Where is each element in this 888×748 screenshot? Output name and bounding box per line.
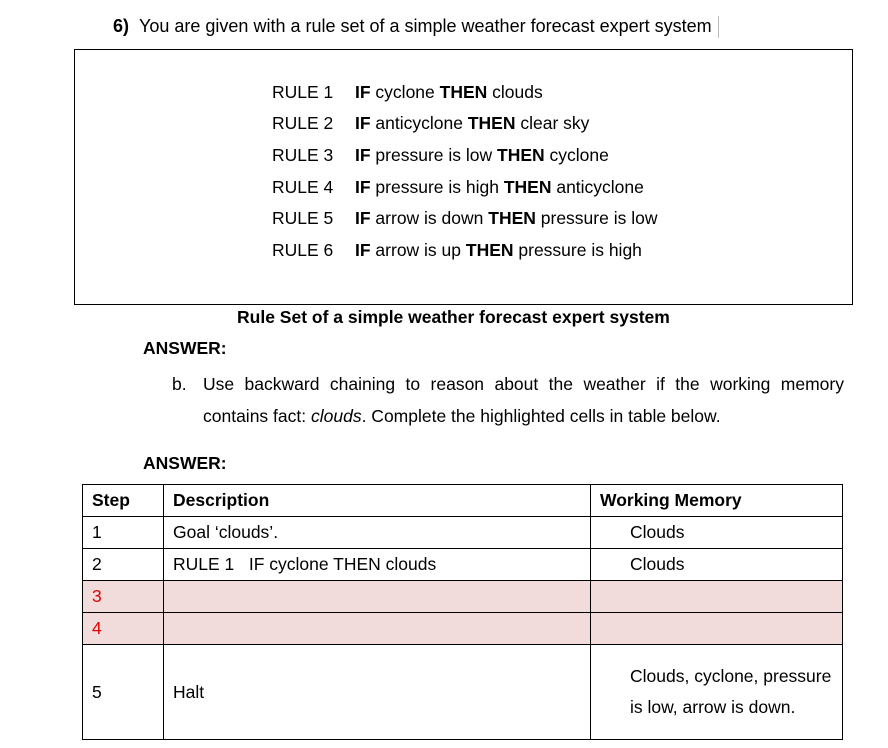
rule-label: RULE 5: [272, 208, 334, 228]
rule-set-box: [74, 49, 853, 305]
step-cell: 4: [83, 613, 164, 645]
memory-cell: Clouds: [591, 517, 843, 549]
rule-result: anticyclone: [551, 177, 644, 197]
then-keyword: THEN: [488, 208, 536, 228]
question-heading: [113, 16, 719, 38]
if-keyword: IF: [355, 145, 371, 165]
part-b-question: [172, 368, 844, 432]
rule-result: clouds: [487, 82, 543, 102]
rule-3: [272, 145, 609, 166]
header-description: Description: [164, 485, 591, 517]
header-working-memory: Working Memory: [591, 485, 843, 517]
question-text: You are given with a rule set of a simple weather forecast expert system: [139, 16, 712, 36]
then-keyword: THEN: [497, 145, 545, 165]
rule-6: [272, 240, 642, 261]
rule-condition: pressure is low: [370, 145, 497, 165]
then-keyword: THEN: [503, 177, 552, 197]
part-b-label: b.: [172, 374, 187, 394]
description-cell: RULE 1 IF cyclone THEN clouds: [164, 549, 591, 581]
table-row: [83, 549, 843, 581]
rule-result: pressure is low: [535, 208, 658, 228]
rule-label: RULE 1: [272, 82, 334, 102]
question-number: 6): [113, 16, 130, 36]
header-step: Step: [83, 485, 164, 517]
step-cell: 1: [83, 517, 164, 549]
rule-condition: arrow is down: [370, 208, 489, 228]
rule-result: clear sky: [515, 113, 590, 133]
rule-condition: anticyclone: [370, 113, 468, 133]
backward-chaining-table: [82, 484, 843, 740]
rule-condition: cyclone: [370, 82, 440, 102]
answer-label: ANSWER:: [143, 338, 227, 358]
memory-cell: Clouds, cyclone, pressure is low, arrow is down.: [591, 645, 843, 740]
table-row: [83, 645, 843, 740]
rule-label: RULE 6: [272, 240, 334, 260]
rule-condition: pressure is high: [370, 177, 504, 197]
rule-5: [272, 208, 657, 229]
memory-cell: Clouds: [591, 549, 843, 581]
if-keyword: IF: [355, 113, 371, 133]
table-header-row: [83, 485, 843, 517]
description-cell: Halt: [164, 645, 591, 740]
rule-condition: arrow is up: [370, 240, 466, 260]
part-b-text-before: Use backward chaining to reason about the weather if the working memory contains fact:: [203, 374, 844, 426]
rule-set-caption: Rule Set of a simple weather forecast expert system: [237, 307, 670, 327]
text-cursor: [718, 16, 719, 38]
rule-4: [272, 177, 644, 198]
highlighted-row: [83, 613, 843, 645]
if-keyword: IF: [355, 240, 371, 260]
rule-label: RULE 2: [272, 113, 334, 133]
fact-clouds: clouds: [310, 406, 362, 426]
rule-2: [272, 113, 589, 134]
description-input-cell[interactable]: [164, 613, 591, 645]
rule-label: RULE 4: [272, 177, 334, 197]
then-keyword: THEN: [467, 113, 516, 133]
description-cell: Goal ‘clouds’.: [164, 517, 591, 549]
part-b-text: [203, 368, 844, 432]
answer-label-2: ANSWER:: [143, 453, 227, 473]
rule-result: pressure is high: [513, 240, 642, 260]
table-row: [83, 517, 843, 549]
rule-label: RULE 3: [272, 145, 334, 165]
rule-1: [272, 82, 543, 103]
then-keyword: THEN: [439, 82, 488, 102]
part-b-text-after: . Complete the highlighted cells in table below.: [361, 406, 721, 426]
step-cell: 5: [83, 645, 164, 740]
if-keyword: IF: [355, 82, 371, 102]
memory-input-cell[interactable]: [591, 613, 843, 645]
memory-input-cell[interactable]: [591, 581, 843, 613]
if-keyword: IF: [355, 208, 371, 228]
step-cell: 3: [83, 581, 164, 613]
if-keyword: IF: [355, 177, 371, 197]
description-input-cell[interactable]: [164, 581, 591, 613]
step-cell: 2: [83, 549, 164, 581]
then-keyword: THEN: [465, 240, 514, 260]
highlighted-row: [83, 581, 843, 613]
rule-result: cyclone: [544, 145, 609, 165]
